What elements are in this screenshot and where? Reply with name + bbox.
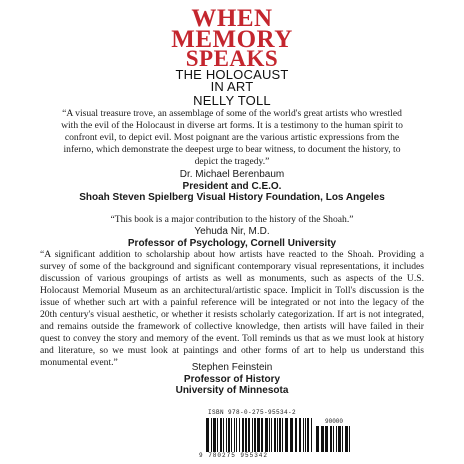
price-code: 90000: [325, 418, 344, 425]
blurb-attribution-3: [0, 362, 464, 397]
isbn-text: ISBN 978-0-275-95534-2: [208, 409, 297, 416]
blurb-role-1b: Shoah Steven Spielberg Visual History Foundation, Los Angeles: [79, 192, 385, 203]
blurb-role-1a: President and C.E.O.: [182, 180, 282, 192]
subtitle-line-2: IN ART: [210, 79, 254, 94]
title-line-1: WHEN: [191, 5, 273, 32]
author-name: NELLY TOLL: [193, 93, 271, 108]
blurb-role-3b: University of Minnesota: [175, 385, 289, 396]
barcode-number: 9 780275 955342: [199, 452, 269, 459]
price-barcode-image: [316, 426, 352, 452]
blurb-quote-1: “A visual treasure trove, an assemblage of some of the world's great artists who wrestled with the evil of the Holocaust in diverse art forms. It is a testimony to the human spirit to confront evil, to depict evil. Most poignant are the various artistic expressions from the inferno, which demonstrate the deepest urge to bear witness, to document the history, to depict the tragedy.”: [61, 108, 403, 167]
title-line-2: MEMORY: [171, 26, 293, 53]
blurb-name-3: Stephen Feinstein: [191, 362, 273, 373]
blurb-attribution-1: [0, 169, 464, 204]
blurb-quote-3: “A significant addition to scholarship about how artists have reacted to the Shoah. Providing a survey of some of the background and significant contemporary visual representations, it includes discussion of various groupings of artists as well as monuments, such as aspects of the U.S. Holocaust Memorial Museum as an architectural/artistic space. Implicit in Toll's discussion is the issue of whether such art with a painful reference will be integrated or not into the legacy of the 20th century's visual aesthetic, or whether it resists scholarly categorization. If art is not integrated, and remains outside the framework of collective knowledge, then artists will have failed in their quest to convey the story and memory of the event. Toll reminds us that as we must look at history and literature, so we must look at paintings and other forms of art to help us understand this monumental event.”: [40, 249, 424, 368]
blurb-name-1: Dr. Michael Berenbaum: [179, 169, 285, 180]
blurb-attribution-2: [0, 226, 464, 249]
title-line-3: SPEAKS: [185, 46, 279, 71]
subtitle-line-1: THE HOLOCAUST: [175, 67, 289, 82]
blurb-quote-2: “This book is a major contribution to the history of the Shoah.”: [110, 214, 354, 225]
blurb-role-3a: Professor of History: [183, 373, 281, 385]
blurb-name-2: Yehuda Nir, M.D.: [194, 226, 270, 237]
blurb-role-2a: Professor of Psychology, Cornell University: [127, 237, 337, 249]
